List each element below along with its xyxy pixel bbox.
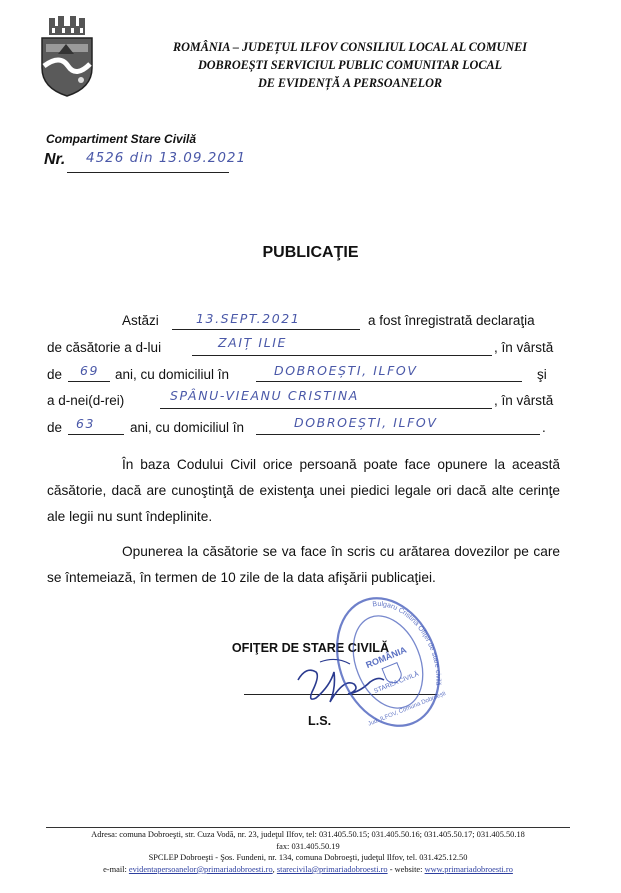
footer-website-label: - website: (387, 864, 423, 874)
bride-name-value: SPÂNU-VIEANU CRISTINA (170, 388, 359, 403)
groom-name-field (192, 335, 492, 356)
stamp-center-text: ROMÂNIA (364, 644, 408, 671)
date-field (172, 311, 360, 330)
header-line-1: ROMÂNIA – JUDEȚUL ILFOV CONSILIUL LOCAL AL COMUNEI (172, 40, 528, 54)
domicile-label-1: ani, cu domiciliul în (115, 367, 230, 382)
registry-number-label: Nr. (44, 151, 66, 168)
opposition-paragraph: În baza Codului Civil orice persoană poate face opunere la această căsătorie, dacă are cunoştinţă de existenţa unei piedici legale ori dacă alte cerinţe ale legii nu sunt îndeplinite. (47, 457, 560, 524)
footer-contact-row (40, 864, 576, 876)
footer-spclep: SPCLEP Dobroeşti - Şos. Fundeni, nr. 134, comuna Dobroeşti, judeţul Ilfov, tel. 031.425.12.50 (148, 853, 468, 863)
si-label: şi (537, 367, 547, 382)
svg-text:Bulgaru Cristina Ofițer de sta (370, 590, 446, 699)
header-line-2: DOBROEȘTI SERVICIUL PUBLIC COMUNITAR LOCAL (197, 58, 503, 72)
department-label: Compartiment Stare Civilă (46, 132, 197, 146)
ls-label: L.S. (308, 714, 332, 728)
registered-text: a fost înregistrată declaraţia (368, 313, 535, 328)
coat-of-arms-logo (38, 14, 96, 98)
header-line-3: DE EVIDENȚĂ A PERSOANELOR (257, 76, 443, 90)
registry-number-value: 4526 din 13.09.2021 (86, 150, 247, 166)
stamp-arc-text: Bulgaru Cristina Ofițer de stare civilă (372, 600, 442, 686)
bride-label: a d-nei(d-rei) (47, 393, 125, 408)
institution-header (100, 38, 600, 92)
footer-divider (46, 827, 570, 828)
registry-number-line (67, 172, 229, 173)
website-link[interactable]: www.primariadobroesti.ro (424, 864, 513, 874)
footer-email-label: e-mail: (103, 864, 127, 874)
date-value: 13.SEPT.2021 (196, 311, 301, 326)
period-mark: . (542, 420, 546, 435)
footer-contacts (40, 829, 576, 875)
groom-name-value: ZAIȚ ILIE (218, 335, 288, 350)
age-suffix-1: , în vârstă (494, 340, 554, 355)
footer-separator-1: , (272, 864, 275, 874)
bride-name-field (160, 388, 492, 409)
de-label-1: de (47, 367, 63, 382)
footer-address: Adresa: comuna Dobroeşti, str. Cuza Vodă, nr. 23, judeţul Ilfov, tel: 031.405.50.15; 031.405.50.16; 031.405.50.17; 031.405.50.18 (91, 830, 525, 839)
officer-title: OFIŢER DE STARE CIVILĂ (231, 641, 390, 655)
groom-age-value: 69 (80, 363, 100, 378)
groom-address-value: DOBROEȘTI, ILFOV (274, 363, 418, 378)
deadline-paragraph: Opunerea la căsătorie se va face în scris cu arătarea dovezilor pe care se întemeiază, în termen de 10 zile de la data afişării publicaţiei. (47, 544, 560, 585)
marriage-label: de căsătorie a d-lui (47, 340, 162, 355)
footer-fax: fax: 031.405.50.19 (276, 841, 340, 851)
stamp-inner-text: STAREA CIVILĂ (373, 670, 420, 696)
bride-address-value: DOBROEȘTI, ILFOV (294, 415, 438, 430)
age-suffix-2: , în vârstă (494, 393, 554, 408)
email-link-evidenta[interactable]: evidentapersoanelor@primariadobroesti.ro (128, 864, 273, 874)
document-title: PUBLICAŢIE (262, 244, 359, 261)
groom-age-field (68, 363, 110, 382)
domicile-label-2: ani, cu domiciliul în (130, 420, 245, 435)
de-label-2: de (47, 420, 63, 435)
official-stamp (330, 590, 446, 734)
email-link-starecivila[interactable]: starecivila@primariadobroesti.ro (276, 864, 388, 874)
bride-age-value: 63 (76, 416, 96, 431)
bride-address-field (256, 415, 540, 435)
bride-age-field (68, 416, 124, 435)
astazi-label: Astăzi (122, 313, 159, 328)
stamp-bottom-text: Jud. ILFOV, Comuna Dobroești (367, 690, 446, 728)
groom-address-field (256, 363, 522, 382)
